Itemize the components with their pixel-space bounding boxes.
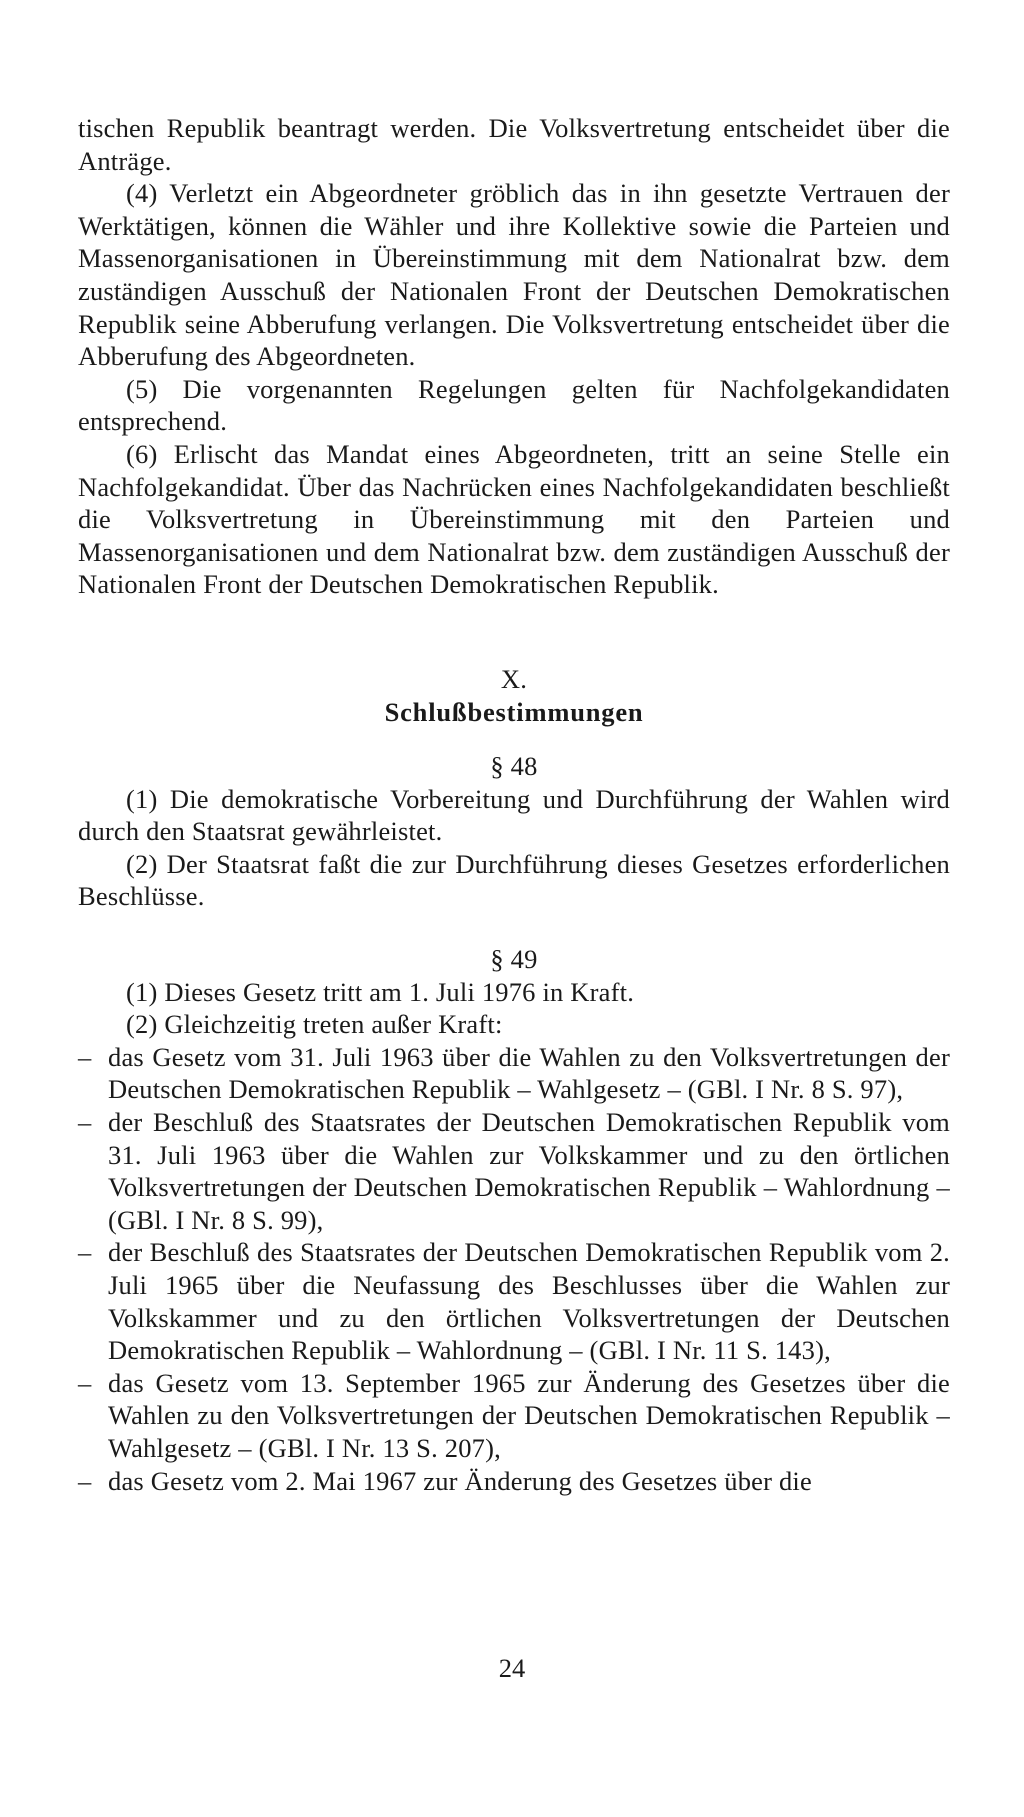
paragraph-item-5: (5) Die vorgenannten Regelungen gelten für Nachfolgekandidaten entsprechend. (78, 373, 950, 437)
list-item: – das Gesetz vom 31. Juli 1963 über die Wahlen zu den Volksvertretungen der Deutschen Demokratischen Republik – Wahlgesetz – (GBl. I Nr. 8 S. 97), (78, 1041, 950, 1106)
list-item: – der Beschluß des Staatsrates der Deutschen Demokratischen Republik vom 31. Juli 1963 über die Wahlen zur Volkskammer und zu den örtlichen Volksvertretungen der Deutschen Demokratischen Republik – Wahlordnung – (GBl. I Nr. 8 S. 99), (78, 1106, 950, 1236)
paragraph-mark-48: § 48 (490, 751, 538, 782)
section-title: Schlußbestimmungen (384, 696, 644, 727)
page-number: 24 (498, 1653, 526, 1683)
list-item: – der Beschluß des Staatsrates der Deutschen Demokratischen Republik vom 2. Juli 1965 über die Neufassung des Beschlusses über die Wahlen zur Volkskammer und zu den örtlichen Volksvertretungen der Deutschen Demokratischen Republik – Wahlordnung – (GBl. I Nr. 11 S. 143), (78, 1236, 950, 1366)
section-heading (78, 663, 950, 728)
paragraph-48-item-1: (1) Die demokratische Vorbereitung und Durchführung der Wahlen wird durch den Staatsrat gewährleistet. (78, 783, 950, 847)
paragraph-item-6: (6) Erlischt das Mandat eines Abgeordneten, tritt an seine Stelle ein Nachfolgekandidat. Über das Nachrücken eines Nachfolgekandidaten beschließt die Volksvertretung in Übereinstimmung mit den Parteien und Massenorganisationen und dem Nationalrat bzw. dem zuständigen Ausschuß der Nationalen Front der Deutschen Demokratischen Republik. (78, 438, 950, 600)
repealed-laws-list (78, 1041, 950, 1497)
list-item: – das Gesetz vom 2. Mai 1967 zur Änderung des Gesetzes über die (78, 1465, 950, 1498)
continuation-paragraph: tischen Republik beantragt werden. Die Volksvertretung entscheidet über die Anträge. (78, 113, 950, 176)
paragraph-48-item-2: (2) Der Staatsrat faßt die zur Durchführung dieses Gesetzes erforderlichen Beschlüsse. (78, 848, 950, 912)
section-number: X. (500, 663, 528, 694)
paragraph-49-item-1: (1) Dieses Gesetz tritt am 1. Juli 1976 in Kraft. (126, 976, 635, 1007)
list-item: – das Gesetz vom 13. September 1965 zur Änderung des Gesetzes über die Wahlen zu den Volksvertretungen der Deutschen Demokratischen Republik – Wahlgesetz – (GBl. I Nr. 13 S. 207), (78, 1367, 950, 1465)
paragraph-49-item-2: (2) Gleichzeitig treten außer Kraft: (126, 1009, 503, 1040)
paragraph-item-4: (4) Verletzt ein Abgeordneter gröblich das in ihn gesetzte Vertrauen der Werktätigen, können die Wähler und ihre Kollektive sowie die Parteien und Massenorganisationen in Übereinstimmung mit dem Nationalrat bzw. dem zuständigen Ausschuß der Nationalen Front der Deutschen Demokratischen Republik seine Abberufung verlangen. Die Volksvertretung entscheidet über die Abberufung des Abgeordneten. (78, 178, 950, 372)
paragraph-mark-49: § 49 (490, 944, 538, 975)
document-page (78, 112, 950, 1497)
